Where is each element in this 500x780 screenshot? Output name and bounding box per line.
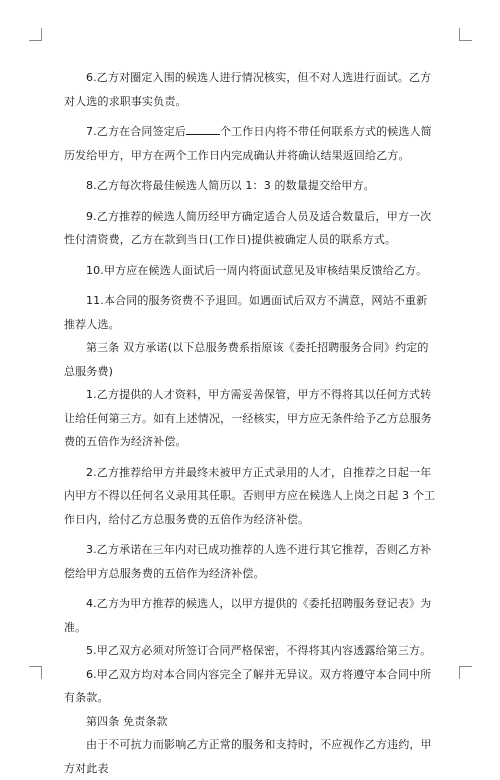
clause-paragraph: 6.乙方对圈定入围的候选人进行情况核实，但不对人选进行面试。乙方对人选的求职事实负责。 xyxy=(64,71,432,108)
document-body xyxy=(64,66,438,780)
section-heading: 第三条 双方承诺(以下总服务费系指原该《委托招聘服务合同》约定的总服务费) xyxy=(64,341,429,378)
crop-mark-bottom-left xyxy=(29,666,42,679)
clause-paragraph: 8.乙方每次将最佳候选人简历以 1：3 的数量提交给甲方。 xyxy=(86,179,375,192)
clause-paragraph xyxy=(64,120,438,167)
crop-mark-top-left xyxy=(29,28,42,41)
crop-mark-bottom-right xyxy=(459,666,472,679)
clause-paragraph: 1.乙方提供的人才资料，甲方需妥善保管，甲方不得将其以任何方式转让给任何第三方。如有上述情况，一经核实，甲方应无条件给予乙方总服务费的五倍作为经济补偿。 xyxy=(64,388,432,448)
section-heading: 第四条 免责条款 xyxy=(86,714,168,728)
fill-in-blank xyxy=(186,124,220,135)
clause-paragraph: 由于不可抗力而影响乙方正常的服务和支持时，不应视作乙方违约，甲方对此表 xyxy=(64,738,432,775)
clause-text-after-blank: 个工作日内将不带任何联系方式的候选人简历发给甲方，甲方在两个工作日内完成确认并将确认结果返回给乙方。 xyxy=(64,125,432,162)
crop-mark-top-right xyxy=(459,28,472,41)
clause-text-before-blank: 7.乙方在合同签定后 xyxy=(86,125,186,138)
clause-paragraph: 11.本合同的服务资费不予退回。如遇面试后双方不满意，网站不重新推荐人选。 xyxy=(64,294,428,331)
clause-paragraph: 4.乙方为甲方推荐的候选人，以甲方提供的《委托招聘服务登记表》为准。 xyxy=(64,597,432,634)
clause-paragraph: 6.甲乙双方均对本合同内容完全了解并无异议。双方将遵守本合同中所有条款。 xyxy=(64,667,432,704)
clause-paragraph: 2.乙方推荐给甲方并最终未被甲方正式录用的人才，自推荐之日起一年内甲方不得以任何名义录用其任职。否则甲方应在候选人上岗之日起 3 个工作日内，给付乙方总服务费的五倍作为经济补偿。 xyxy=(64,465,436,526)
clause-paragraph: 3.乙方承诺在三年内对已成功推荐的人选不进行其它推荐，否则乙方补偿给甲方总服务费的五倍作为经济补偿。 xyxy=(64,543,432,580)
clause-paragraph: 5.甲乙双方必须对所签订合同严格保密，不得将其内容透露给第三方。 xyxy=(86,644,432,657)
clause-paragraph: 9.乙方推荐的候选人简历经甲方确定适合人员及适合数量后，甲方一次性付清资费，乙方在款到当日(工作日)提供被确定人员的联系方式。 xyxy=(64,209,432,246)
clause-paragraph: 10.甲方应在候选人面试后一周内将面试意见及审核结果反馈给乙方。 xyxy=(86,263,428,277)
